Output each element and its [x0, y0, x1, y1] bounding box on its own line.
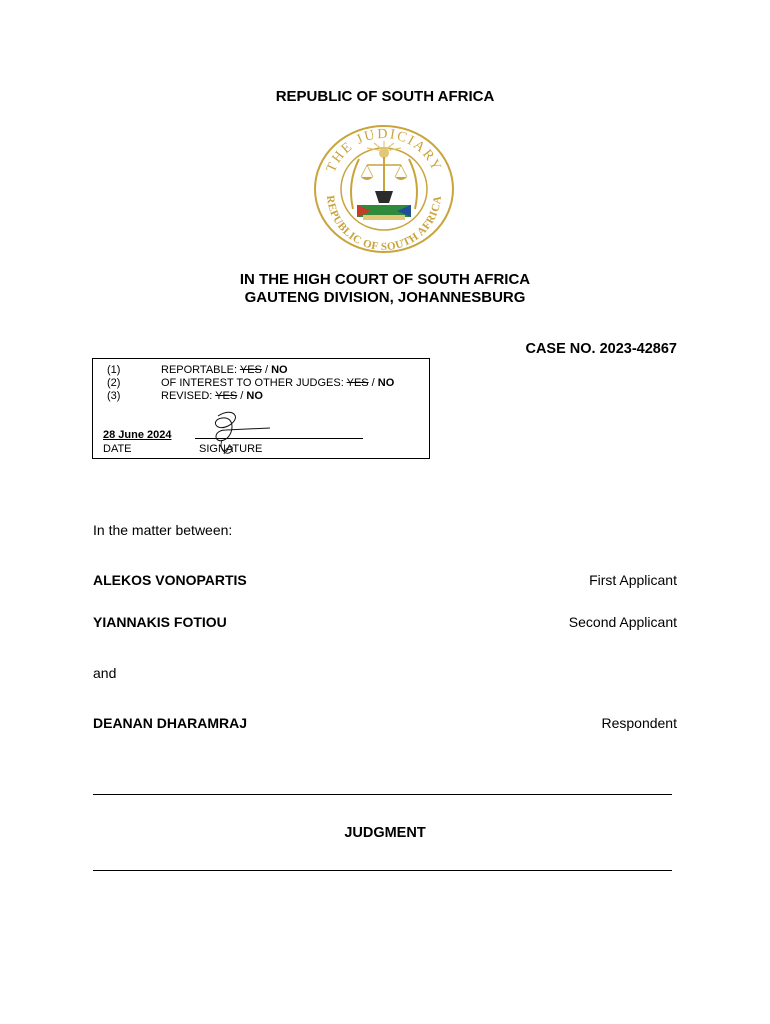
declaration-answer: NO — [377, 377, 395, 389]
court-division: GAUTENG DIVISION, JOHANNESBURG — [244, 289, 526, 306]
declaration-answer: NO — [246, 390, 263, 402]
respondent-role: Respondent — [601, 715, 677, 731]
declaration-label: OF INTEREST TO OTHER JUDGES: — [161, 377, 347, 389]
svg-text:REPUBLIC OF SOUTH AFRICA: REPUBLIC OF SOUTH AFRICA — [323, 194, 445, 253]
declaration-struck-option: YES — [239, 364, 262, 376]
signature-label: SIGNATURE — [199, 443, 263, 455]
declaration-struck-option: YES — [215, 390, 238, 402]
case-number: CASE NO. 2023-42867 — [525, 341, 677, 357]
republic-heading: REPUBLIC OF SOUTH AFRICA — [275, 88, 495, 105]
court-heading — [0, 271, 770, 307]
conjunction-and: and — [93, 665, 117, 681]
first-applicant-name: ALEKOS VONOPARTIS — [93, 572, 247, 588]
declaration-item-1 — [161, 364, 288, 377]
judgment-date: 28 June 2024 — [103, 429, 172, 441]
declaration-label: REVISED: — [161, 390, 216, 402]
second-applicant-role: Second Applicant — [568, 614, 677, 630]
judgment-heading: JUDGMENT — [344, 825, 426, 841]
declaration-item-2 — [161, 377, 394, 390]
declaration-separator: / — [237, 390, 247, 402]
respondent-name: DEANAN DHARAMRAJ — [93, 715, 247, 731]
declaration-num-2: (2) — [107, 377, 121, 389]
declaration-separator: / — [261, 364, 272, 376]
judiciary-seal-graphic — [313, 123, 455, 253]
declaration-separator: / — [368, 377, 378, 389]
declaration-answer: NO — [271, 364, 288, 376]
second-applicant-name: YIANNAKIS FOTIOU — [93, 614, 227, 630]
divider-bottom — [93, 870, 672, 871]
declaration-struck-option: YES — [346, 377, 369, 389]
matter-intro: In the matter between: — [93, 522, 233, 538]
divider-top — [93, 794, 672, 795]
court-name: IN THE HIGH COURT OF SOUTH AFRICA — [239, 271, 531, 288]
first-applicant-role: First Applicant — [589, 572, 677, 588]
svg-text:THE JUDICIARY: THE JUDICIARY — [323, 126, 445, 175]
declaration-label: REPORTABLE: — [161, 364, 240, 376]
declaration-num-1: (1) — [107, 364, 121, 376]
handwritten-signature — [188, 406, 278, 466]
judiciary-seal — [313, 123, 455, 253]
declaration-item-3 — [161, 390, 263, 403]
declaration-num-3: (3) — [107, 390, 121, 402]
date-label: DATE — [103, 443, 132, 455]
